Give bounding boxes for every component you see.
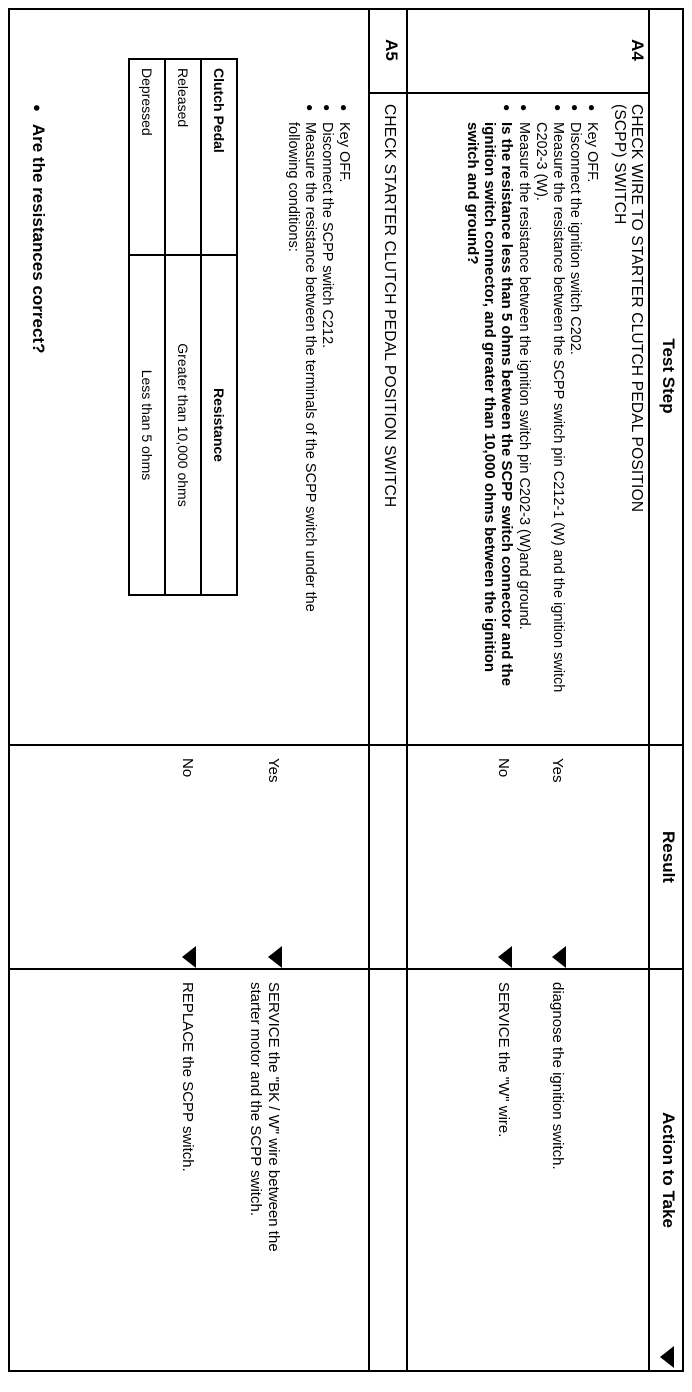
a4-instructions xyxy=(464,104,600,704)
a4-result-yes: Yes xyxy=(549,758,566,783)
a4-action-yes: diagnose the ignition switch. xyxy=(549,982,566,1170)
table-row xyxy=(165,59,201,595)
table-cell: Greater than 10,000 ohms xyxy=(165,255,201,595)
row-divider-a5 xyxy=(368,8,370,1372)
table-row xyxy=(129,59,165,595)
a4-action-no: SERVICE the "W" wire. xyxy=(495,982,512,1138)
a4-number-divider xyxy=(408,92,650,94)
a5-result-no: No xyxy=(179,758,196,778)
a4-result-no: No xyxy=(495,758,512,778)
list-item: ● Key OFF. xyxy=(335,104,352,664)
a4-no-arrow-icon xyxy=(498,946,512,968)
a5-instructions xyxy=(284,104,352,664)
row-divider-a4 xyxy=(406,8,408,1372)
header-action: Action to Take xyxy=(659,1112,678,1228)
col-divider-result xyxy=(8,744,684,746)
list-item: ● Measure the resistance between the ignition switch pin C202-3 (W)and ground. xyxy=(515,104,532,704)
a5-yes-arrow-icon xyxy=(268,946,282,968)
a5-question: ● Are the resistances correct? xyxy=(28,104,48,353)
header-test-step: Test Step xyxy=(659,338,678,414)
a5-result-yes: Yes xyxy=(265,758,282,783)
a4-question: ● Is the resistance less than 5 ohms between the SCPP switch connector and the ignition switch connector, and greater than 10,000 ohms between the ignition switch and ground? xyxy=(464,104,515,704)
a5-action-yes: SERVICE the "BK / W" wire between the starter motor and the SCPP switch. xyxy=(247,982,282,1252)
header-result: Result xyxy=(659,831,678,883)
step-title-a5: CHECK STARTER CLUTCH PEDAL POSITION SWITCH xyxy=(381,104,398,508)
a4-yes-arrow-icon xyxy=(552,946,566,968)
table-cell: Depressed xyxy=(129,59,165,255)
table-header: Resistance xyxy=(201,255,237,595)
clutch-resistance-table xyxy=(128,58,238,596)
list-item: ● Key OFF. xyxy=(583,104,600,704)
step-number-a4: A4 xyxy=(628,39,647,61)
list-item: ● Measure the resistance between the SCPP switch pin C212-1 (W) and the ignition switch C202-3 (W). xyxy=(532,104,566,704)
a5-no-arrow-icon xyxy=(182,946,196,968)
a5-number-divider xyxy=(370,92,408,94)
table-header-row xyxy=(201,59,237,595)
step-title-a4: CHECK WIRE TO STARTER CLUTCH PEDAL POSITION (SCPP) SWITCH xyxy=(611,104,645,513)
col-divider-action xyxy=(8,968,684,970)
table-header: Clutch Pedal xyxy=(201,59,237,255)
list-item: ● Disconnect the ignition switch C202. xyxy=(566,104,583,704)
header-divider xyxy=(648,8,650,1372)
step-number-a5: A5 xyxy=(382,39,401,61)
table-cell: Released xyxy=(165,59,201,255)
table-cell: Less than 5 ohms xyxy=(129,255,165,595)
a5-action-no: REPLACE the SCPP switch. xyxy=(179,982,196,1172)
list-item: ● Measure the resistance between the terminals of the SCPP switch under the following conditions: xyxy=(284,104,318,664)
list-item: ● Disconnect the SCPP switch C212. xyxy=(318,104,335,664)
